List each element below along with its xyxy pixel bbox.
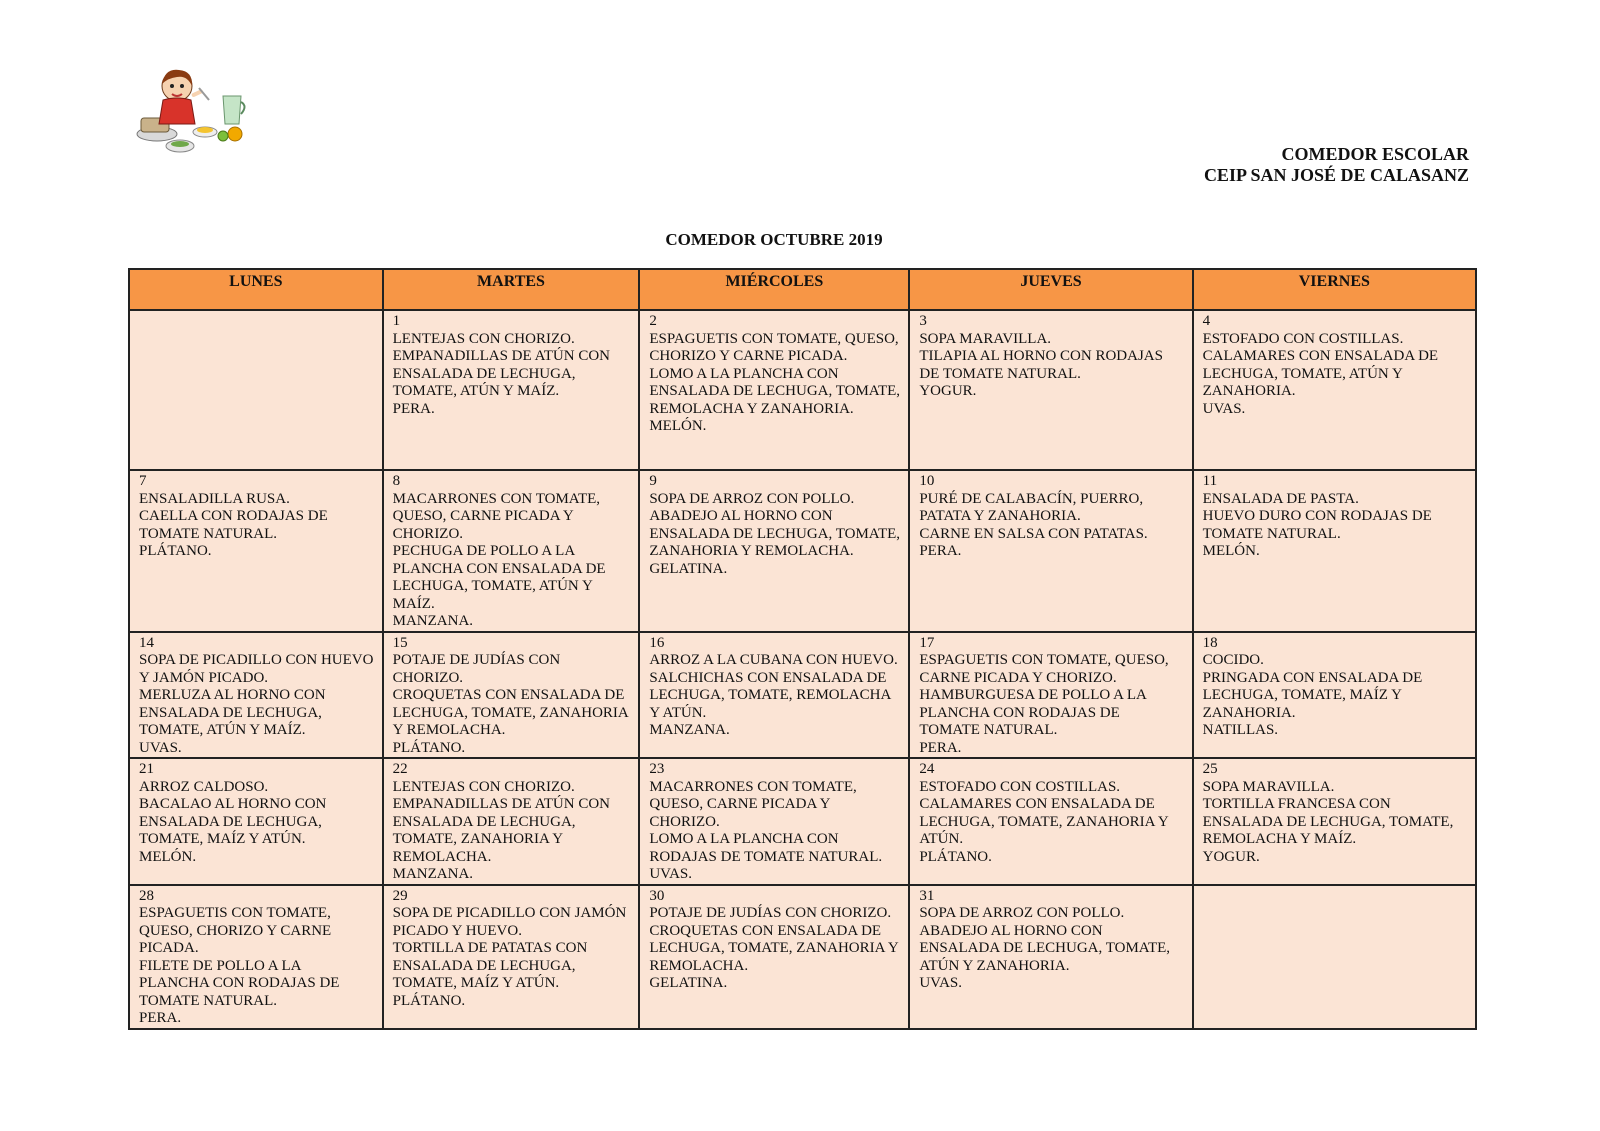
day-number: 4 bbox=[1202, 313, 1211, 329]
menu-dish: TORTILLA FRANCESA CON ENSALADA DE LECHUGA, TOMATE, REMOLACHA Y MAÍZ. bbox=[1202, 796, 1454, 847]
weekday-header-row bbox=[129, 269, 1476, 310]
week-row bbox=[129, 470, 1476, 632]
menu-dish: LENTEJAS CON CHORIZO. bbox=[392, 778, 575, 795]
day-number: 11 bbox=[1202, 473, 1218, 489]
school-line-2: CEIP SAN JOSÉ DE CALASANZ bbox=[1203, 165, 1469, 185]
day-number: 25 bbox=[1202, 761, 1218, 777]
menu-dish: TORTILLA DE PATATAS CON ENSALADA DE LECHUGA, TOMATE, MAÍZ Y ATÚN. bbox=[392, 940, 588, 991]
day-number: 10 bbox=[919, 473, 935, 489]
menu-dish: PERA. bbox=[919, 543, 962, 559]
menu-dish: PURÉ DE CALABACÍN, PUERRO, PATATA Y ZANAHORIA. bbox=[919, 490, 1144, 524]
day-cell bbox=[909, 758, 1192, 885]
menu-dish: ABADEJO AL HORNO CON ENSALADA DE LECHUGA, TOMATE, ZANAHORIA Y REMOLACHA. bbox=[649, 508, 901, 559]
day-cell bbox=[129, 310, 383, 470]
child-eating-logo bbox=[135, 66, 250, 158]
menu-dish: EMPANADILLAS DE ATÚN CON ENSALADA DE LECHUGA, TOMATE, ATÚN Y MAÍZ. bbox=[392, 348, 611, 399]
day-cell bbox=[639, 470, 909, 632]
menu-dish: SOPA DE ARROZ CON POLLO. bbox=[919, 905, 1125, 921]
menu-body bbox=[129, 310, 1476, 1029]
menu-dish: PLÁTANO. bbox=[392, 739, 466, 756]
day-cell bbox=[129, 758, 383, 885]
week-row bbox=[129, 310, 1476, 470]
day-cell bbox=[383, 758, 640, 885]
weekday-header: MARTES bbox=[383, 269, 640, 310]
day-number: 24 bbox=[919, 761, 935, 777]
menu-dish: LENTEJAS CON CHORIZO. bbox=[392, 330, 575, 347]
menu-dish: POTAJE DE JUDÍAS CON CHORIZO. bbox=[392, 652, 561, 686]
weekday-header: MIÉRCOLES bbox=[639, 269, 909, 310]
menu-dish: NATILLAS. bbox=[1202, 722, 1279, 738]
day-cell bbox=[639, 758, 909, 885]
day-cell bbox=[909, 470, 1192, 632]
menu-dish: HAMBURGUESA DE POLLO A LA PLANCHA CON RODAJAS DE TOMATE NATURAL. bbox=[919, 687, 1147, 738]
menu-dish: MELÓN. bbox=[1202, 543, 1260, 559]
menu-dish: UVAS. bbox=[139, 739, 182, 756]
day-number: 9 bbox=[649, 473, 657, 489]
day-number: 29 bbox=[392, 887, 408, 904]
day-number: 18 bbox=[1202, 634, 1218, 651]
day-cell bbox=[909, 310, 1192, 470]
day-cell bbox=[1193, 885, 1476, 1029]
menu-dish: MELÓN. bbox=[139, 848, 197, 865]
day-number: 8 bbox=[392, 473, 401, 489]
day-number: 16 bbox=[649, 634, 665, 651]
menu-dish: CROQUETAS CON ENSALADA DE LECHUGA, TOMATE, ZANAHORIA Y REMOLACHA. bbox=[392, 687, 628, 738]
school-header bbox=[1204, 144, 1469, 186]
menu-dish: ESPAGUETIS CON TOMATE, QUESO, CHORIZO Y CARNE PICADA. bbox=[649, 330, 899, 364]
menu-dish: SOPA DE ARROZ CON POLLO. bbox=[649, 490, 855, 507]
menu-dish: ESTOFADO CON COSTILLAS. bbox=[919, 778, 1121, 795]
menu-dish: CROQUETAS CON ENSALADA DE LECHUGA, TOMATE, ZANAHORIA Y REMOLACHA. bbox=[649, 922, 899, 974]
menu-table bbox=[128, 268, 1477, 1030]
menu-dish: MELÓN. bbox=[649, 418, 707, 434]
menu-dish: ESPAGUETIS CON TOMATE, QUESO, CARNE PICADA Y CHORIZO. bbox=[919, 652, 1169, 686]
day-cell bbox=[383, 310, 640, 470]
menu-dish: YOGUR. bbox=[1202, 848, 1260, 865]
day-cell bbox=[129, 470, 383, 632]
day-number: 3 bbox=[919, 313, 927, 329]
menu-dish: SOPA DE PICADILLO CON HUEVO Y JAMÓN PICADO. bbox=[139, 652, 374, 686]
day-number: 17 bbox=[919, 634, 935, 651]
weekday-header: LUNES bbox=[129, 269, 383, 310]
menu-dish: SALCHICHAS CON ENSALADA DE LECHUGA, TOMATE, REMOLACHA Y ATÚN. bbox=[649, 669, 891, 721]
day-cell bbox=[129, 885, 383, 1029]
week-row bbox=[129, 632, 1476, 759]
menu-dish: PERA. bbox=[139, 1010, 182, 1026]
day-cell bbox=[909, 885, 1192, 1029]
menu-dish: PLÁTANO. bbox=[919, 848, 992, 865]
menu-dish: BACALAO AL HORNO CON ENSALADA DE LECHUGA, TOMATE, MAÍZ Y ATÚN. bbox=[139, 796, 327, 847]
menu-dish: GELATINA. bbox=[649, 560, 728, 577]
school-line-1: COMEDOR ESCOLAR bbox=[1281, 144, 1469, 164]
menu-dish: CARNE EN SALSA CON PATATAS. bbox=[919, 525, 1148, 542]
day-cell bbox=[1193, 758, 1476, 885]
day-number: 22 bbox=[392, 761, 408, 777]
day-number: 30 bbox=[649, 887, 665, 904]
day-number: 31 bbox=[919, 887, 935, 904]
menu-dish: SOPA DE PICADILLO CON JAMÓN PICADO Y HUEVO. bbox=[392, 905, 627, 939]
menu-dish: PLÁTANO. bbox=[139, 543, 212, 559]
menu-dish: ENSALADILLA RUSA. bbox=[139, 490, 290, 507]
day-cell bbox=[639, 310, 909, 470]
menu-dish: MACARRONES CON TOMATE, QUESO, CARNE PICADA Y CHORIZO. bbox=[392, 490, 601, 542]
page-title: COMEDOR OCTUBRE 2019 bbox=[665, 230, 883, 249]
menu-dish: LOMO A LA PLANCHA CON RODAJAS DE TOMATE NATURAL. bbox=[649, 831, 883, 865]
menu-dish: MANZANA. bbox=[392, 613, 474, 629]
day-cell bbox=[383, 632, 640, 759]
menu-dish: UVAS. bbox=[1202, 400, 1246, 417]
menu-dish: POTAJE DE JUDÍAS CON CHORIZO. bbox=[649, 905, 892, 921]
day-number: 21 bbox=[139, 761, 154, 777]
day-number: 14 bbox=[139, 634, 154, 651]
menu-dish: MERLUZA AL HORNO CON ENSALADA DE LECHUGA, TOMATE, ATÚN Y MAÍZ. bbox=[139, 687, 326, 738]
menu-dish: ABADEJO AL HORNO CON ENSALADA DE LECHUGA, TOMATE, ATÚN Y ZANAHORIA. bbox=[919, 922, 1171, 974]
day-number: 1 bbox=[392, 313, 401, 329]
menu-dish: HUEVO DURO CON RODAJAS DE TOMATE NATURAL. bbox=[1202, 508, 1432, 542]
menu-dish: ESTOFADO CON COSTILLAS. bbox=[1202, 330, 1404, 347]
day-cell bbox=[1193, 470, 1476, 632]
week-row bbox=[129, 885, 1476, 1029]
menu-dish: TILAPIA AL HORNO CON RODAJAS DE TOMATE NATURAL. bbox=[919, 348, 1163, 382]
menu-dish: YOGUR. bbox=[919, 383, 977, 399]
day-cell bbox=[383, 885, 640, 1029]
menu-dish: ARROZ A LA CUBANA CON HUEVO. bbox=[649, 652, 898, 668]
menu-dish: PLÁTANO. bbox=[392, 992, 466, 1009]
menu-dish: SOPA MARAVILLA. bbox=[919, 330, 1052, 347]
menu-dish: EMPANADILLAS DE ATÚN CON ENSALADA DE LECHUGA, TOMATE, ZANAHORIA Y REMOLACHA. bbox=[392, 796, 611, 865]
menu-dish: ARROZ CALDOSO. bbox=[139, 778, 269, 795]
day-number: 15 bbox=[392, 634, 408, 651]
menu-dish: GELATINA. bbox=[649, 975, 728, 991]
menu-dish: MACARRONES CON TOMATE, QUESO, CARNE PICADA Y CHORIZO. bbox=[649, 778, 857, 830]
menu-dish: CAELLA CON RODAJAS DE TOMATE NATURAL. bbox=[139, 508, 328, 542]
menu-dish: FILETE DE POLLO A LA PLANCHA CON RODAJAS DE TOMATE NATURAL. bbox=[139, 957, 340, 1009]
day-number: 7 bbox=[139, 473, 147, 489]
menu-dish: MANZANA. bbox=[649, 722, 730, 738]
day-cell bbox=[909, 632, 1192, 759]
menu-dish: CALAMARES CON ENSALADA DE LECHUGA, TOMATE, ZANAHORIA Y ATÚN. bbox=[919, 796, 1169, 847]
day-number: 23 bbox=[649, 761, 665, 777]
menu-dish: ESPAGUETIS CON TOMATE, QUESO, CHORIZO Y CARNE PICADA. bbox=[139, 905, 332, 956]
menu-dish: PERA. bbox=[392, 400, 435, 417]
day-cell bbox=[639, 885, 909, 1029]
day-cell bbox=[639, 632, 909, 759]
week-row bbox=[129, 758, 1476, 885]
day-number: 28 bbox=[139, 887, 154, 904]
menu-dish: PRINGADA CON ENSALADA DE LECHUGA, TOMATE, MAÍZ Y ZANAHORIA. bbox=[1202, 669, 1423, 721]
menu-dish: PERA. bbox=[919, 739, 962, 756]
menu-dish: MANZANA. bbox=[392, 866, 474, 882]
menu-dish: PECHUGA DE POLLO A LA PLANCHA CON ENSALADA DE LECHUGA, TOMATE, ATÚN Y MAÍZ. bbox=[392, 543, 606, 612]
day-cell bbox=[383, 470, 640, 632]
menu-dish: LOMO A LA PLANCHA CON ENSALADA DE LECHUGA, TOMATE, REMOLACHA Y ZANAHORIA. bbox=[649, 365, 901, 417]
menu-dish: SOPA MARAVILLA. bbox=[1202, 778, 1335, 795]
weekday-header: JUEVES bbox=[909, 269, 1192, 310]
menu-dish: UVAS. bbox=[919, 975, 962, 991]
weekday-header: VIERNES bbox=[1193, 269, 1476, 310]
menu-dish: COCIDO. bbox=[1202, 652, 1264, 668]
day-number: 2 bbox=[649, 313, 657, 329]
menu-dish: UVAS. bbox=[649, 866, 692, 882]
menu-dish: ENSALADA DE PASTA. bbox=[1202, 490, 1359, 507]
day-cell bbox=[129, 632, 383, 759]
menu-dish: CALAMARES CON ENSALADA DE LECHUGA, TOMATE, ATÚN Y ZANAHORIA. bbox=[1202, 348, 1439, 399]
day-cell bbox=[1193, 310, 1476, 470]
day-cell bbox=[1193, 632, 1476, 759]
